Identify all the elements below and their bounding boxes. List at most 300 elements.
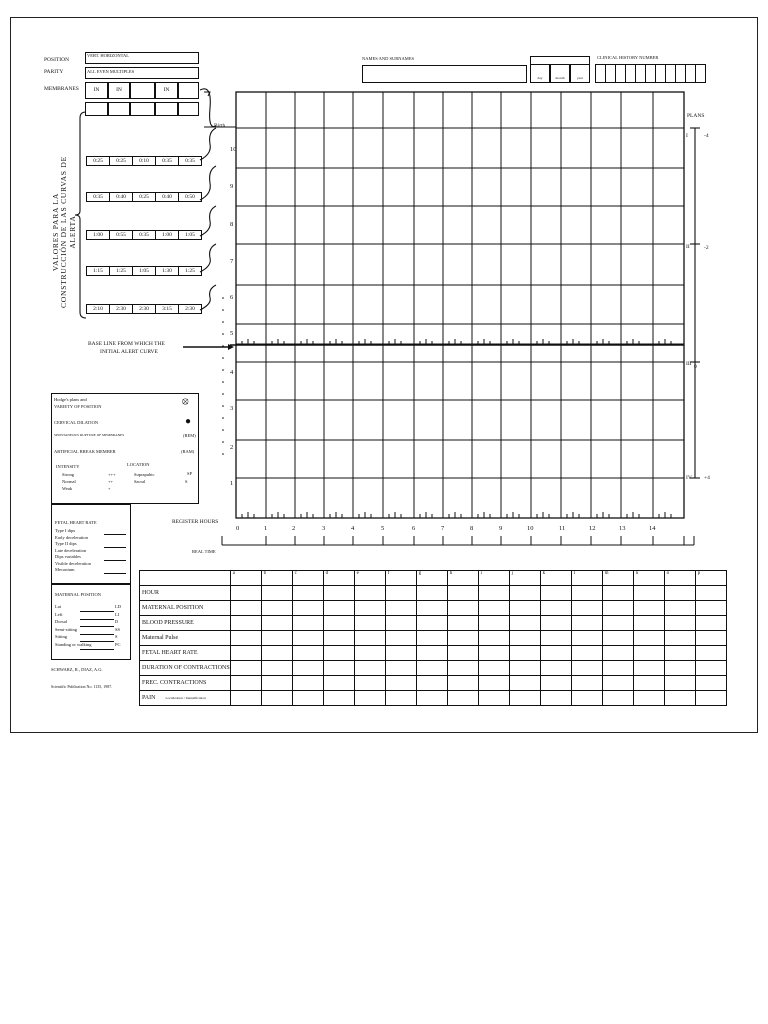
table-cell[interactable] xyxy=(540,601,571,616)
dotted-marker xyxy=(222,453,224,455)
table-cell[interactable] xyxy=(664,646,695,661)
table-cell[interactable] xyxy=(261,616,292,631)
maternal-item: Semi-sitting xyxy=(55,626,78,632)
parity-label: PARITY xyxy=(44,69,64,75)
table-row xyxy=(140,616,727,631)
table-column-header: c xyxy=(292,571,323,586)
table-cell[interactable] xyxy=(571,631,602,646)
maternal-item: Lat xyxy=(55,604,61,609)
table-cell[interactable] xyxy=(323,586,354,601)
publication: Scientific Publication No. 1135, 1987. xyxy=(51,684,113,689)
table-cell[interactable] xyxy=(602,616,633,631)
table-cell[interactable] xyxy=(292,586,323,601)
legend-strong-sym: +++ xyxy=(108,472,116,477)
table-cell[interactable] xyxy=(664,661,695,676)
table-cell[interactable] xyxy=(602,601,633,616)
table-cell[interactable] xyxy=(695,631,726,646)
values-title-line3: ALERTA xyxy=(67,215,77,249)
alert-value: 2:30 xyxy=(185,306,195,312)
table-row xyxy=(140,661,727,676)
table-row-label xyxy=(140,661,231,676)
table-cell[interactable] xyxy=(323,691,354,706)
table-cell[interactable] xyxy=(385,691,416,706)
maternal-code: LD xyxy=(115,604,121,609)
legend-rem: (REM) xyxy=(183,433,196,438)
table-cell[interactable] xyxy=(633,691,664,706)
legend-cervical: CERVICAL DILATION xyxy=(54,420,99,425)
table-cell[interactable] xyxy=(416,601,447,616)
fhr-item: Type II dips xyxy=(55,541,77,546)
table-cell[interactable] xyxy=(385,616,416,631)
table-cell[interactable] xyxy=(292,676,323,691)
alert-value: 2:30 xyxy=(116,306,126,312)
author: SCHWARZ, R., DIAZ, A.G. xyxy=(51,667,103,672)
table-cell[interactable] xyxy=(261,646,292,661)
plans-mark: -2 xyxy=(704,245,709,251)
table-column-header: e xyxy=(354,571,385,586)
table-cell[interactable] xyxy=(633,586,664,601)
table-cell[interactable] xyxy=(664,691,695,706)
x-tick-label: 6 xyxy=(412,525,416,532)
table-cell[interactable] xyxy=(447,601,478,616)
table-cell[interactable] xyxy=(540,676,571,691)
table-cell[interactable] xyxy=(602,586,633,601)
dotted-marker xyxy=(222,405,224,407)
row-label-text: FETAL HEART RATE xyxy=(142,650,198,656)
maternal-item: Sitting xyxy=(55,634,68,639)
plans-mark: III xyxy=(686,361,692,367)
table-cell[interactable] xyxy=(354,646,385,661)
table-cell[interactable] xyxy=(385,601,416,616)
table-cell[interactable] xyxy=(416,586,447,601)
alert-value: 1:05 xyxy=(139,268,149,274)
table-cell[interactable] xyxy=(478,616,509,631)
table-cell[interactable] xyxy=(509,646,540,661)
table-row-label xyxy=(140,616,231,631)
legend-hodge: Hodge's plans and xyxy=(54,397,87,402)
table-row xyxy=(140,646,727,661)
alert-value: 1:00 xyxy=(93,232,103,238)
names-label: NAMES AND SURNAMES xyxy=(362,56,415,61)
legend-strong: Strong xyxy=(62,472,75,477)
table-cell[interactable] xyxy=(385,631,416,646)
dotted-marker xyxy=(222,321,224,323)
table-cell[interactable] xyxy=(385,661,416,676)
date-label: year xyxy=(576,76,584,80)
table-cell[interactable] xyxy=(354,676,385,691)
table-cell[interactable] xyxy=(478,691,509,706)
table-column-header: m xyxy=(602,571,633,586)
maternal-code: S xyxy=(115,634,118,639)
grid-frame xyxy=(236,92,684,518)
table-cell[interactable] xyxy=(602,661,633,676)
table-cell[interactable] xyxy=(633,646,664,661)
legend-weak-sym: + xyxy=(108,486,111,491)
alert-value: 0:35 xyxy=(139,232,149,238)
x-tick-label: 13 xyxy=(619,525,626,532)
dotted-marker xyxy=(222,369,224,371)
table-cell[interactable] xyxy=(230,631,261,646)
membranes-value: IN xyxy=(93,87,100,93)
maternal-title: MATERNAL POSITION xyxy=(55,592,101,597)
y-tick-label: 7 xyxy=(230,258,234,265)
connector-curve xyxy=(200,166,216,200)
table-cell[interactable] xyxy=(695,661,726,676)
row-label-text: MATERNAL POSITION xyxy=(142,605,204,611)
table-cell[interactable] xyxy=(695,691,726,706)
alert-value: 0:35 xyxy=(93,194,103,200)
table-cell[interactable] xyxy=(292,661,323,676)
table-cell[interactable] xyxy=(354,586,385,601)
fhr-line xyxy=(104,573,126,574)
row-label-text: HOUR xyxy=(142,590,160,596)
y-tick-label: 1 xyxy=(230,480,234,487)
table-cell[interactable] xyxy=(292,691,323,706)
x-tick-label: 0 xyxy=(236,525,240,532)
births-label: Birth xyxy=(214,123,226,129)
table-cell[interactable] xyxy=(571,616,602,631)
values-title-line2: CONSTRUCCIÓN DE LAS CURVAS DE xyxy=(59,155,69,309)
plans-mark: 0 xyxy=(694,364,697,370)
table-cell[interactable] xyxy=(633,661,664,676)
fhr-item: Early deceleration xyxy=(55,534,88,540)
table-cell[interactable] xyxy=(385,586,416,601)
table-cell[interactable] xyxy=(323,631,354,646)
legend-variety: VARIETY OF POSITION xyxy=(54,404,102,409)
y-tick-label: 3 xyxy=(230,405,234,412)
table-column-header: d xyxy=(323,571,354,586)
real-time-label: REAL TIME xyxy=(192,549,216,554)
table-cell[interactable] xyxy=(230,676,261,691)
table-cell[interactable] xyxy=(509,586,540,601)
plans-mark: IV xyxy=(686,475,692,481)
dotted-marker xyxy=(222,357,224,359)
table-cell[interactable] xyxy=(633,631,664,646)
table-cell[interactable] xyxy=(416,631,447,646)
connector-curve xyxy=(200,285,216,310)
table-cell[interactable] xyxy=(292,646,323,661)
table-cell[interactable] xyxy=(540,646,571,661)
table-row-label xyxy=(140,691,231,706)
plans-mark: II xyxy=(686,244,690,250)
legend-suprapubic: Suprapubic xyxy=(134,472,155,477)
table-cell[interactable] xyxy=(447,631,478,646)
table-cell[interactable] xyxy=(230,586,261,601)
table-cell[interactable] xyxy=(354,631,385,646)
cervical-dot-icon: ● xyxy=(185,416,192,427)
legend-normal-sym: ++ xyxy=(108,479,114,484)
alert-value: 2:30 xyxy=(139,306,149,312)
brace-icon xyxy=(75,112,86,318)
table-cell[interactable] xyxy=(571,646,602,661)
fhr-item: Dips variables xyxy=(55,554,81,559)
table-cell[interactable] xyxy=(416,691,447,706)
table-cell[interactable] xyxy=(602,646,633,661)
x-tick-label: 1 xyxy=(264,525,268,532)
table-cell[interactable] xyxy=(261,676,292,691)
dotted-marker xyxy=(222,333,224,335)
hodge-symbol-icon: ⦻ xyxy=(182,396,189,407)
legend-normal: Normal xyxy=(62,479,76,484)
alert-value: 1:25 xyxy=(116,268,126,274)
table-column-header: l xyxy=(571,571,602,586)
table-cell[interactable] xyxy=(509,601,540,616)
dotted-marker xyxy=(222,417,224,419)
table-cell[interactable] xyxy=(323,616,354,631)
row-label-text: DURATION OF CONTRACTIONS xyxy=(142,665,230,671)
table-cell[interactable] xyxy=(602,691,633,706)
table-column-header: o xyxy=(664,571,695,586)
table-column-header: j xyxy=(509,571,540,586)
table-cell[interactable] xyxy=(292,616,323,631)
alert-value: 1:05 xyxy=(185,232,195,238)
row-label-text: BLOOD PRESSURE xyxy=(142,620,194,626)
table-cell[interactable] xyxy=(292,601,323,616)
table-cell[interactable] xyxy=(664,616,695,631)
maternal-line xyxy=(80,619,114,620)
fhr-item: Meconium xyxy=(55,567,75,572)
table-cell[interactable] xyxy=(416,661,447,676)
maternal-code: D xyxy=(115,619,119,624)
alert-value: 0:10 xyxy=(139,158,149,164)
table-cell[interactable] xyxy=(478,601,509,616)
x-tick-label: 14 xyxy=(649,525,656,532)
maternal-item: Dorsal xyxy=(55,619,67,624)
y-tick-label: 4 xyxy=(230,369,234,376)
table-cell[interactable] xyxy=(323,601,354,616)
table-cell[interactable] xyxy=(540,586,571,601)
table-cell[interactable] xyxy=(323,676,354,691)
maternal-code: LI xyxy=(115,611,120,617)
table-cell[interactable] xyxy=(385,676,416,691)
table-cell[interactable] xyxy=(354,661,385,676)
table-row xyxy=(140,586,727,601)
fhr-line xyxy=(104,534,126,535)
table-cell[interactable] xyxy=(571,676,602,691)
table-cell[interactable] xyxy=(664,631,695,646)
x-tick-label: 4 xyxy=(351,525,355,532)
plans-mark: I xyxy=(686,133,688,139)
alert-value: 1:00 xyxy=(162,232,172,238)
date-label: day xyxy=(537,76,543,80)
table-cell[interactable] xyxy=(540,616,571,631)
alert-value: 1:25 xyxy=(185,268,195,274)
table-cell[interactable] xyxy=(478,631,509,646)
table-column-header: h xyxy=(447,571,478,586)
alert-value: 1:15 xyxy=(93,268,103,274)
x-tick-label: 12 xyxy=(589,525,596,532)
table-cell[interactable] xyxy=(447,661,478,676)
table-cell[interactable] xyxy=(478,661,509,676)
x-tick-label: 5 xyxy=(381,525,385,532)
alert-value: 0:40 xyxy=(116,194,126,200)
y-tick-label: 9 xyxy=(230,183,234,190)
table-cell[interactable] xyxy=(695,676,726,691)
table-cell[interactable] xyxy=(695,586,726,601)
dotted-marker xyxy=(222,345,224,347)
table-cell[interactable] xyxy=(447,646,478,661)
table-cell[interactable] xyxy=(261,601,292,616)
table-cell[interactable] xyxy=(571,661,602,676)
table-cell[interactable] xyxy=(695,646,726,661)
table-cell[interactable] xyxy=(509,691,540,706)
membranes-value: IN xyxy=(163,87,170,93)
connector-curve xyxy=(200,206,216,236)
table-cell[interactable] xyxy=(354,616,385,631)
x-tick-label: 9 xyxy=(499,525,503,532)
table-column-header: i xyxy=(478,571,509,586)
table-cell[interactable] xyxy=(261,631,292,646)
table-cell[interactable] xyxy=(633,601,664,616)
fhr-item: Late deceleration xyxy=(55,547,87,553)
y-tick-label: 6 xyxy=(230,294,234,301)
date-label: month xyxy=(555,76,565,80)
dotted-marker xyxy=(222,441,224,443)
legend-location: LOCATION xyxy=(127,462,150,467)
table-cell[interactable] xyxy=(509,676,540,691)
table-cell[interactable] xyxy=(478,646,509,661)
alert-value: 3:15 xyxy=(162,306,172,312)
table-cell[interactable] xyxy=(354,601,385,616)
maternal-line xyxy=(80,634,114,635)
baseline-text-1: BASE LINE FROM WHICH THE xyxy=(88,341,165,347)
table-cell[interactable] xyxy=(447,586,478,601)
position-value: VERT. HORIZONTAL xyxy=(87,53,130,58)
legend-sp: SP xyxy=(187,471,193,476)
maternal-code: PC xyxy=(115,641,121,647)
table-cell[interactable] xyxy=(230,616,261,631)
table-cell[interactable] xyxy=(664,586,695,601)
table-column-header: g xyxy=(416,571,447,586)
fhr-item: Type I dips xyxy=(55,528,76,533)
maternal-line xyxy=(80,649,114,650)
table-cell[interactable] xyxy=(230,601,261,616)
table-cell[interactable] xyxy=(664,601,695,616)
connector-curve xyxy=(200,89,216,127)
table-cell[interactable] xyxy=(385,646,416,661)
table-cell[interactable] xyxy=(478,586,509,601)
alert-value: 0:55 xyxy=(116,232,126,238)
table-cell[interactable] xyxy=(695,616,726,631)
plans-mark: +4 xyxy=(704,475,710,481)
alert-value: 0:50 xyxy=(185,194,195,200)
table-row-label xyxy=(140,601,231,616)
table-cell[interactable] xyxy=(571,691,602,706)
legend-weak: Weak xyxy=(62,486,73,491)
table-header-row xyxy=(140,571,727,586)
position-label: POSITION xyxy=(44,57,70,63)
legend-s: S xyxy=(185,479,188,484)
alert-value: 2:10 xyxy=(93,306,103,312)
x-tick-label: 11 xyxy=(559,525,566,532)
table-cell[interactable] xyxy=(602,631,633,646)
table-row-label xyxy=(140,586,231,601)
table-cell[interactable] xyxy=(447,676,478,691)
fhr-title: FETAL HEART RATE xyxy=(55,520,97,525)
y-tick-label: 2 xyxy=(230,444,234,451)
row-label-text: FREC. CONTRACTIONS xyxy=(142,680,207,686)
table-cell[interactable] xyxy=(292,631,323,646)
table-cell[interactable] xyxy=(447,691,478,706)
table-cell[interactable] xyxy=(540,661,571,676)
row-label-text: Maternal Pulse xyxy=(142,635,179,641)
table-cell[interactable] xyxy=(323,646,354,661)
table-cell[interactable] xyxy=(478,676,509,691)
dotted-marker xyxy=(222,429,224,431)
table-row-label xyxy=(140,646,231,661)
table-cell[interactable] xyxy=(602,676,633,691)
table-cell[interactable] xyxy=(633,616,664,631)
table-row xyxy=(140,676,727,691)
table-cell[interactable] xyxy=(323,661,354,676)
dotted-marker xyxy=(222,309,224,311)
alert-value: 0:35 xyxy=(185,158,195,164)
plans-label: PLANS xyxy=(687,113,705,119)
table-cell[interactable] xyxy=(509,631,540,646)
table-column-header: n xyxy=(633,571,664,586)
legend-intensity: INTENSITY xyxy=(56,464,80,469)
table-cell[interactable] xyxy=(695,601,726,616)
alert-value: 0:40 xyxy=(162,194,172,200)
dotted-marker xyxy=(222,381,224,383)
x-tick-label: 7 xyxy=(441,525,445,532)
maternal-code: SS xyxy=(115,626,121,632)
maternal-item: Left xyxy=(55,611,63,617)
table-column-header: a xyxy=(230,571,261,586)
table-cell[interactable] xyxy=(261,586,292,601)
connector-curve xyxy=(200,244,216,272)
table-cell[interactable] xyxy=(509,661,540,676)
fhr-line xyxy=(104,560,126,561)
table-cell[interactable] xyxy=(230,646,261,661)
x-tick-label: 2 xyxy=(292,525,296,532)
table-row-label xyxy=(140,676,231,691)
table-cell[interactable] xyxy=(261,661,292,676)
table-cell[interactable] xyxy=(664,676,695,691)
table-cell[interactable] xyxy=(447,616,478,631)
table-cell[interactable] xyxy=(354,691,385,706)
table-cell[interactable] xyxy=(416,616,447,631)
table-cell[interactable] xyxy=(230,691,261,706)
legend-artificial: ARTIFICIAL BREAK MEMBER xyxy=(54,449,116,454)
plans-mark: -4 xyxy=(704,133,709,139)
legend-sacral: Sacral xyxy=(134,479,146,484)
table-column-header: k xyxy=(540,571,571,586)
legend-spontaneous: SPONTANEOUS RUPTURE OF MEMBRANES xyxy=(54,433,125,437)
table-cell[interactable] xyxy=(416,646,447,661)
table-row xyxy=(140,631,727,646)
table-cell[interactable] xyxy=(509,616,540,631)
table-cell[interactable] xyxy=(540,631,571,646)
table-column-header: p xyxy=(695,571,726,586)
alert-value: 1:30 xyxy=(162,268,172,274)
pain-sub-label: Localization / Intensification xyxy=(165,696,206,700)
connector-curve xyxy=(200,128,216,160)
table-cell[interactable] xyxy=(571,601,602,616)
table-cell[interactable] xyxy=(261,691,292,706)
table-cell[interactable] xyxy=(571,586,602,601)
table-cell[interactable] xyxy=(416,676,447,691)
table-cell[interactable] xyxy=(540,691,571,706)
row-label-text: PAIN xyxy=(142,695,156,701)
table-cell[interactable] xyxy=(230,661,261,676)
parity-value: ALL EVEN MULTIPLES xyxy=(87,69,135,74)
x-tick-label: 8 xyxy=(470,525,474,532)
legend-ram: (RAM) xyxy=(181,449,195,454)
observations-table xyxy=(139,570,727,706)
table-cell[interactable] xyxy=(633,676,664,691)
maternal-line xyxy=(80,626,114,627)
